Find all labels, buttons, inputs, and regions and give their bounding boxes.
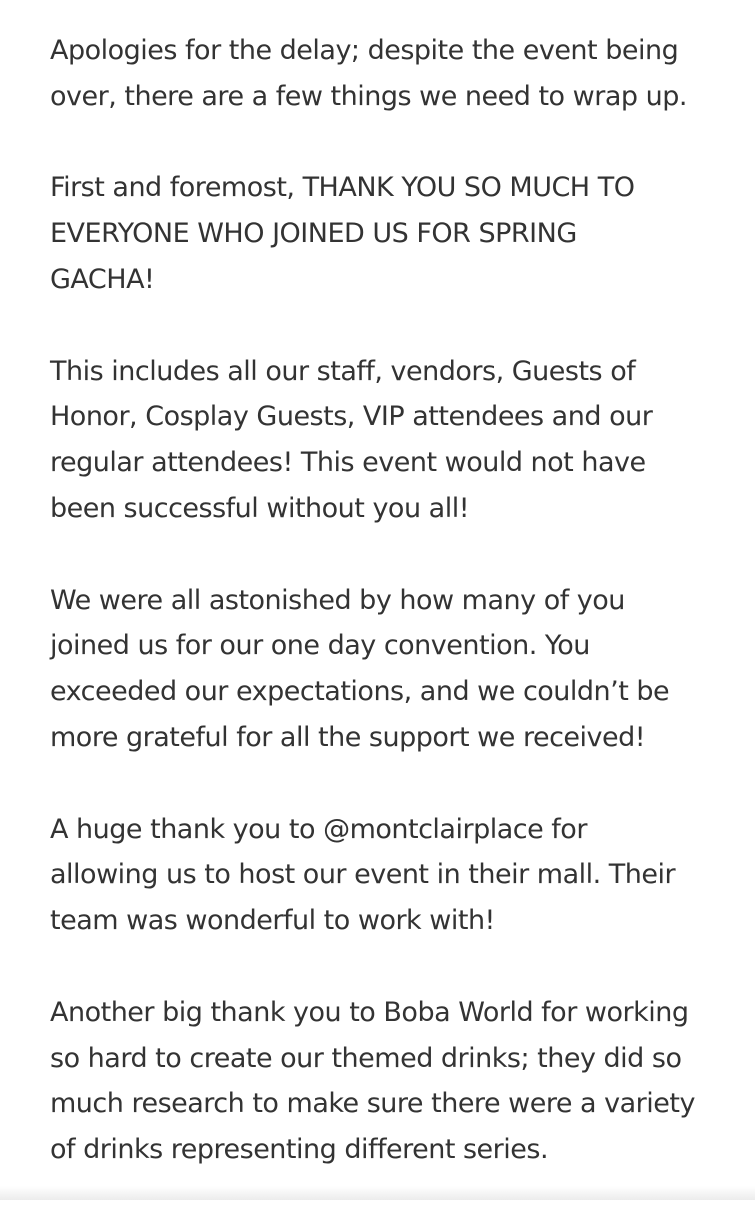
text-line: Honor, Cosplay Guests, VIP attendees and our bbox=[50, 401, 653, 433]
paragraph-apology bbox=[50, 28, 730, 120]
paragraph-astonished bbox=[50, 578, 730, 761]
bottom-edge-shadow bbox=[0, 1186, 755, 1200]
text-line: First and foremost, THANK YOU SO MUCH TO bbox=[50, 172, 635, 204]
text-line: A huge thank you to @montclairplace for bbox=[50, 813, 587, 845]
text-line: much research to make sure there were a variety bbox=[50, 1088, 695, 1120]
text-line: over, there are a few things we need to wrap up. bbox=[50, 80, 687, 112]
text-line: exceeded our expectations, and we couldn’t be bbox=[50, 676, 670, 708]
text-line: We were all astonished by how many of you bbox=[50, 584, 625, 616]
text-line: GACHA! bbox=[50, 263, 155, 295]
text-line: Apologies for the delay; despite the event being bbox=[50, 35, 679, 66]
text-line: so hard to create our themed drinks; they did so bbox=[50, 1042, 682, 1074]
paragraph-boba-world bbox=[50, 990, 730, 1173]
text-line: more grateful for all the support we received! bbox=[50, 721, 646, 753]
text-line: been successful without you all! bbox=[50, 492, 470, 524]
paragraph-montclair bbox=[50, 807, 730, 944]
note-body bbox=[50, 28, 730, 1219]
text-line: allowing us to host our event in their mall. Their bbox=[50, 859, 676, 891]
text-line: EVERYONE WHO JOINED US FOR SPRING bbox=[50, 218, 577, 250]
paragraph-thank-you bbox=[50, 165, 730, 302]
text-line: of drinks representing different series. bbox=[50, 1134, 549, 1166]
text-line: regular attendees! This event would not have bbox=[50, 447, 646, 479]
paragraph-includes bbox=[50, 349, 730, 532]
text-line: team was wonderful to work with! bbox=[50, 905, 495, 937]
text-line: joined us for our one day convention. You bbox=[50, 630, 590, 662]
text-line: Another big thank you to Boba World for working bbox=[50, 996, 689, 1028]
text-line: This includes all our staff, vendors, Guests of bbox=[50, 355, 636, 387]
